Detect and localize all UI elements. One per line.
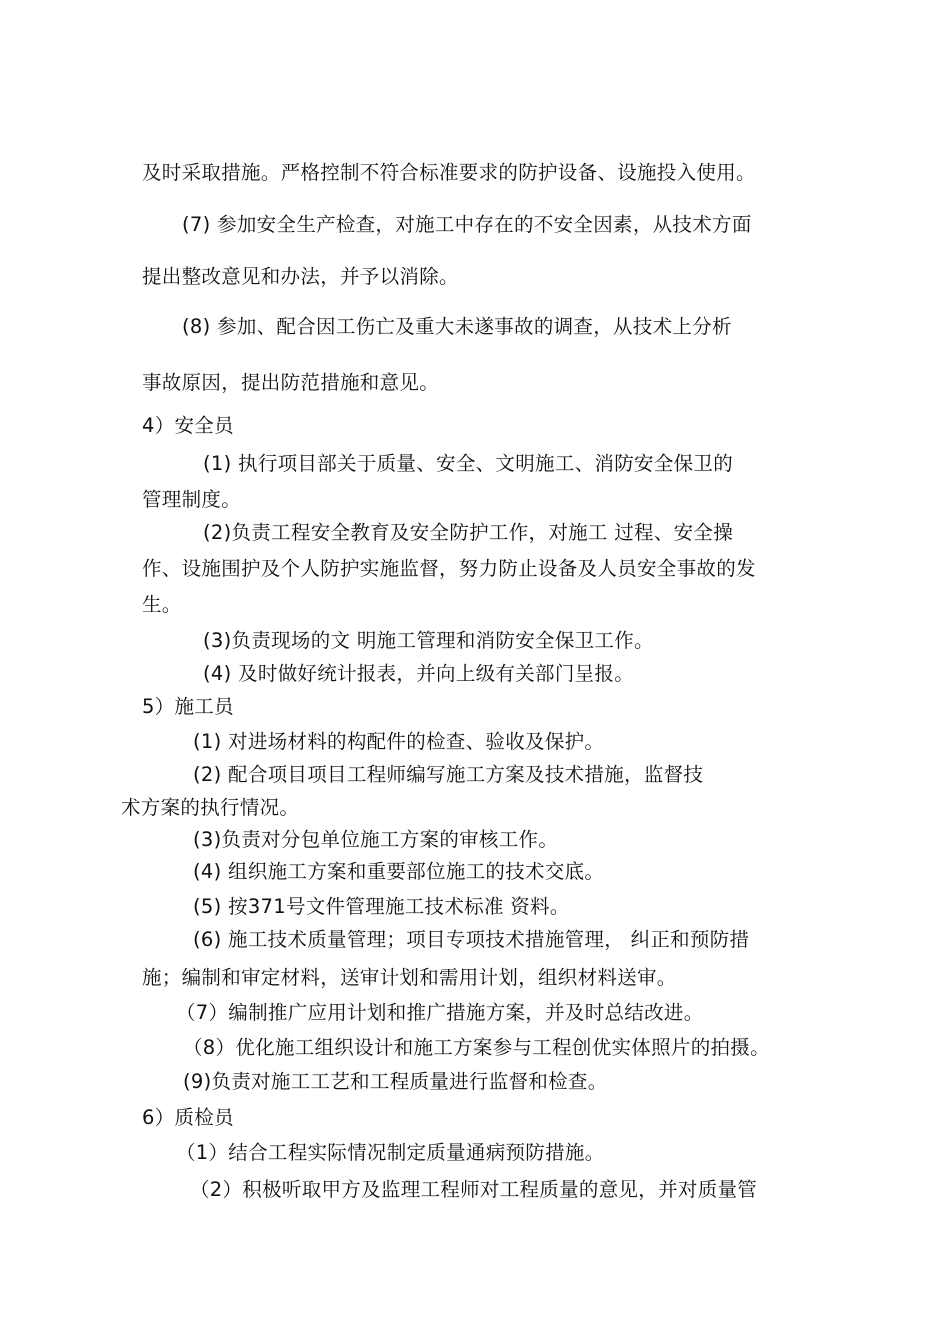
section-heading: 5）施工员 (142, 695, 234, 718)
text-line: (2) 配合项目项目工程师编写施工方案及技术措施，监督技 (193, 763, 704, 786)
section-heading: 4）安全员 (142, 414, 234, 437)
text-line: 作、设施围护及个人防护实施监督，努力防止设备及人员安全事故的发 (142, 557, 756, 580)
text-line: （7）编制推广应用计划和推广措施方案，并及时总结改进。 (176, 1001, 704, 1024)
text-line: 事故原因，提出防范措施和意见。 (142, 371, 440, 394)
text-line: (6) 施工技术质量管理；项目专项技术措施管理， 纠正和预防措 (193, 928, 750, 951)
text-line: (4) 组织施工方案和重要部位施工的技术交底。 (193, 860, 605, 883)
text-line: (1) 执行项目部关于质量、安全、文明施工、消防安全保卫的 (203, 452, 734, 475)
text-line: (4) 及时做好统计报表，并向上级有关部门呈报。 (203, 662, 635, 685)
text-line: (1) 对进场材料的构配件的检查、验收及保护。 (193, 730, 605, 753)
text-line: （8）优化施工组织设计和施工方案参与工程创优实体照片的拍摄。 (183, 1036, 770, 1059)
text-line: 管理制度。 (142, 488, 242, 511)
text-line: 术方案的执行情况。 (121, 796, 300, 819)
text-line: 施；编制和审定材料，送审计划和需用计划，组织材料送审。 (142, 966, 677, 989)
text-line: (9)负责对施工工艺和工程质量进行监督和检查。 (183, 1070, 608, 1093)
text-line: (3)负责对分包单位施工方案的审核工作。 (193, 828, 559, 851)
text-line: （2）积极听取甲方及监理工程师对工程质量的意见，并对质量管 (190, 1178, 758, 1201)
text-line: (8) 参加、配合因工伤亡及重大未遂事故的调查，从技术上分析 (182, 315, 732, 338)
text-line: 提出整改意见和办法，并予以消除。 (142, 265, 459, 288)
text-line: (3)负责现场的文 明施工管理和消防安全保卫工作。 (203, 629, 654, 652)
text-line: (2)负责工程安全教育及安全防护工作，对施工 过程、安全操 (203, 521, 734, 544)
text-line: （1）结合工程实际情况制定质量通病预防措施。 (176, 1141, 605, 1164)
text-line: 及时采取措施。严格控制不符合标准要求的防护设备、设施投入使用。 (142, 161, 756, 184)
text-line: (7) 参加安全生产检查，对施工中存在的不安全因素，从技术方面 (182, 213, 752, 236)
section-heading: 6）质检员 (142, 1106, 234, 1129)
text-line: (5) 按371号文件管理施工技术标准 资料。 (193, 895, 570, 918)
text-line: 生。 (142, 593, 182, 616)
